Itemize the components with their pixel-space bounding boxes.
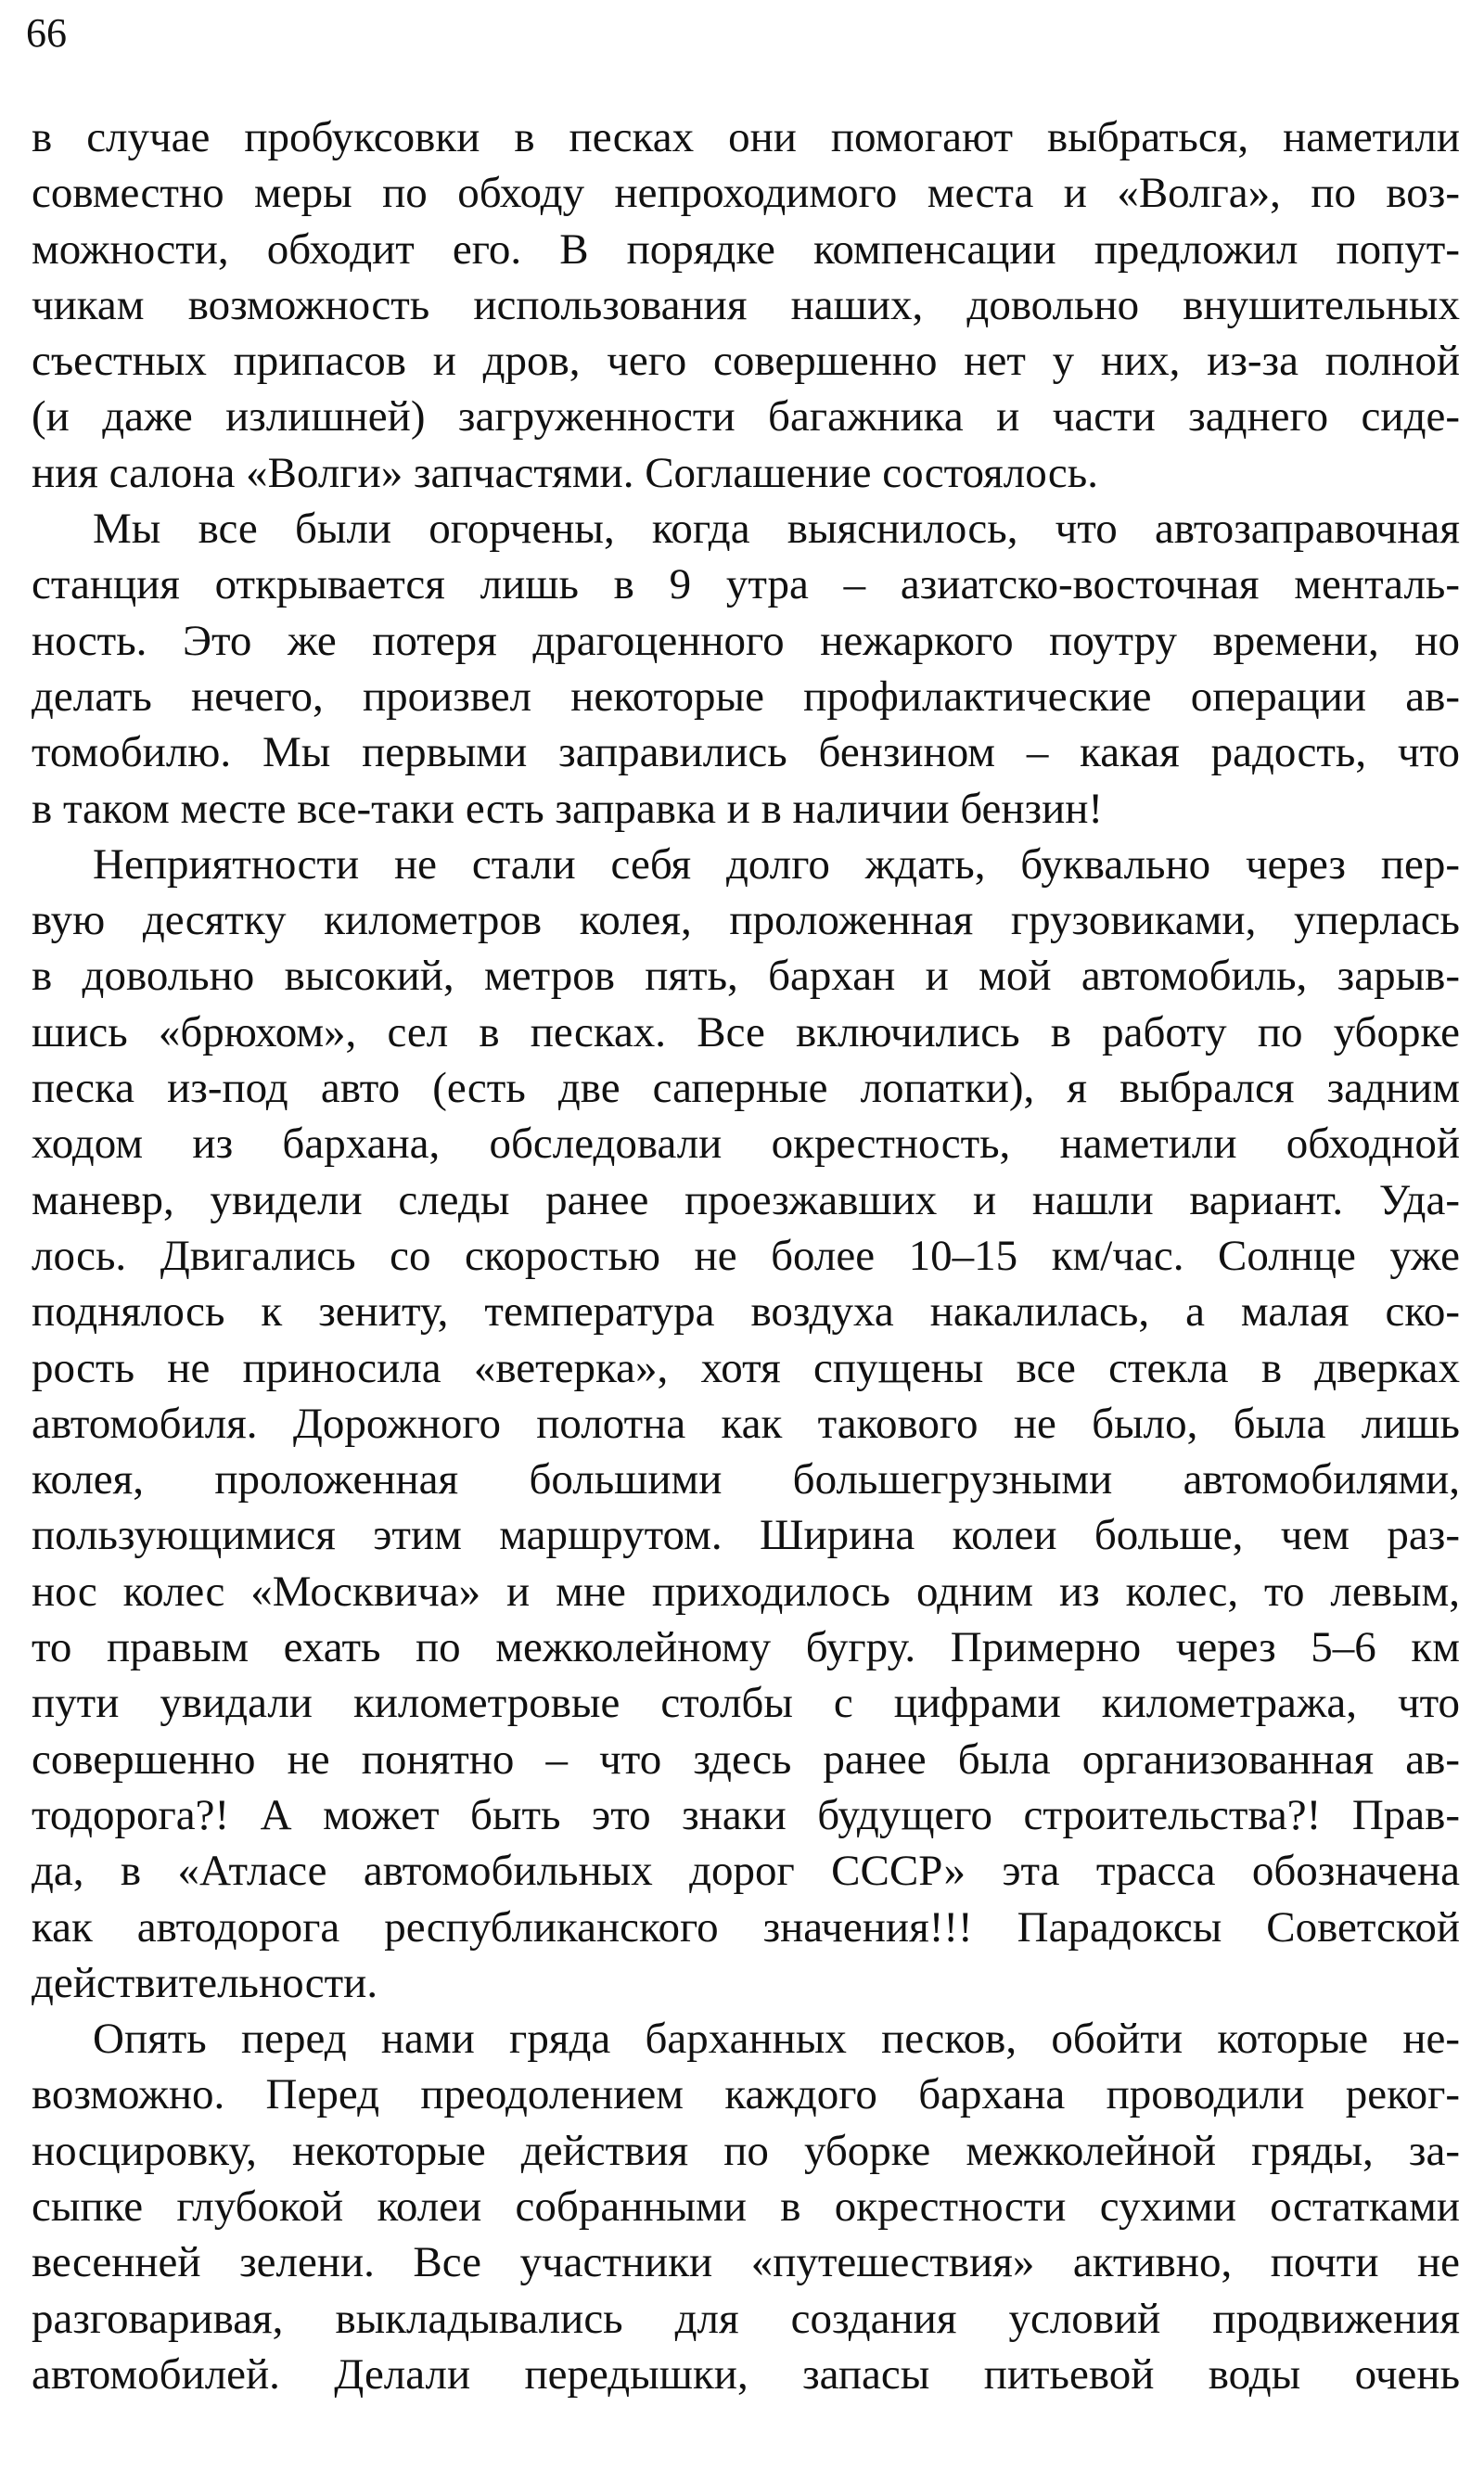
text-line: совместно меры по обходу непроходимого места и «Волга», по воз- [32, 169, 1460, 218]
text-line: томобилю. Мы первыми заправились бензином – какая радость, что [32, 728, 1460, 777]
text-line: Неприятности не стали себя долго ждать, буквально через пер- [93, 839, 1460, 889]
text-line: можности, обходит его. В порядке компенсации предложил попут- [32, 224, 1460, 274]
text-line: то правым ехать по межколейному бугру. Примерно через 5–6 км [32, 1623, 1460, 1672]
text-line: в таком месте все-таки есть заправка и в наличии бензин! [32, 784, 1104, 833]
text-line: в довольно высокий, метров пять, бархан и мой автомобиль, зарыв- [32, 952, 1460, 1001]
text-line: песка из-под авто (есть две саперные лопатки), я выбрался задним [32, 1064, 1460, 1113]
text-line: чикам возможность использования наших, довольно внушительных [32, 280, 1460, 329]
text-line: (и даже излишней) загруженности багажника и части заднего сиде- [32, 392, 1460, 442]
text-line: Мы все были огорчены, когда выяснилось, что автозаправочная [93, 505, 1460, 554]
text-line: автомобиля. Дорожного полотна как такового не было, была лишь [32, 1399, 1460, 1448]
text-line: да, в «Атласе автомобильных дорог СССР» эта трасса обозначена [32, 1847, 1460, 1896]
text-line: ходом из бархана, обследовали окрестность, наметили обходной [32, 1120, 1460, 1169]
text-line: весенней зелени. Все участники «путешествия» активно, почти не [32, 2238, 1460, 2287]
text-line: лось. Двигались со скоростью не более 10–15 км/час. Солнце уже [32, 1231, 1460, 1280]
text-line: сыпке глубокой колеи собранными в окрестности сухими остатками [32, 2182, 1460, 2231]
text-line: пользующимися этим маршрутом. Ширина колеи больше, чем раз- [32, 1511, 1460, 1560]
text-line: носцировку, некоторые действия по уборке межколейной гряды, за- [32, 2126, 1460, 2175]
text-line: делать нечего, произвел некоторые профилактические операции ав- [32, 672, 1460, 721]
text-line: разговаривая, выкладывались для создания условий продвижения [32, 2294, 1460, 2343]
text-line: в случае пробуксовки в песках они помогают выбраться, наметили [32, 113, 1460, 161]
text-line: рость не приносила «ветерка», хотя спущены все стекла в дверках [32, 1343, 1460, 1392]
body-text [32, 109, 1460, 2402]
text-line: совершенно не понятно – что здесь ранее была организованная ав- [32, 1734, 1460, 1784]
text-line: вую десятку километров колея, проложенная грузовиками, уперлась [32, 896, 1460, 945]
text-line: колея, проложенная большими большегрузными автомобилями, [32, 1455, 1460, 1504]
text-line: шись «брюхом», сел в песках. Все включились в работу по уборке [32, 1007, 1460, 1056]
text-line: пути увидали километровые столбы с цифрами километража, что [32, 1679, 1460, 1728]
text-line: ность. Это же потеря драгоценного нежаркого поутру времени, но [32, 616, 1460, 665]
text-line: станция открывается лишь в 9 утра – азиатско-восточная менталь- [32, 560, 1460, 609]
text-line: действительности. [32, 1958, 378, 2007]
text-line: съестных припасов и дров, чего совершенно нет у них, из-за полной [32, 337, 1460, 386]
paragraph [32, 109, 1460, 501]
paragraph [32, 837, 1460, 2011]
text-line: нос колес «Москвича» и мне приходилось одним из колес, то левым, [32, 1567, 1460, 1616]
text-line: как автодорога республиканского значения!!! Парадоксы Советской [32, 1902, 1460, 1952]
text-line: Опять перед нами гряда барханных песков, обойти которые не- [93, 2015, 1460, 2064]
page-number: 66 [26, 10, 67, 56]
text-line: ния салона «Волги» запчастями. Соглашение состоялось. [32, 448, 1098, 497]
text-line: поднялось к зениту, температура воздуха накалилась, а малая ско- [32, 1287, 1460, 1337]
text-line: автомобилей. Делали передышки, запасы питьевой воды очень [32, 2349, 1460, 2399]
text-line: маневр, увидели следы ранее проезжавших и нашли вариант. Уда- [32, 1175, 1460, 1224]
paragraph [32, 2011, 1460, 2402]
text-line: возможно. Перед преодолением каждого бархана проводили реког- [32, 2070, 1460, 2119]
text-line: тодорога?! А может быть это знаки будущего строительства?! Прав- [32, 1790, 1460, 1839]
paragraph [32, 501, 1460, 837]
